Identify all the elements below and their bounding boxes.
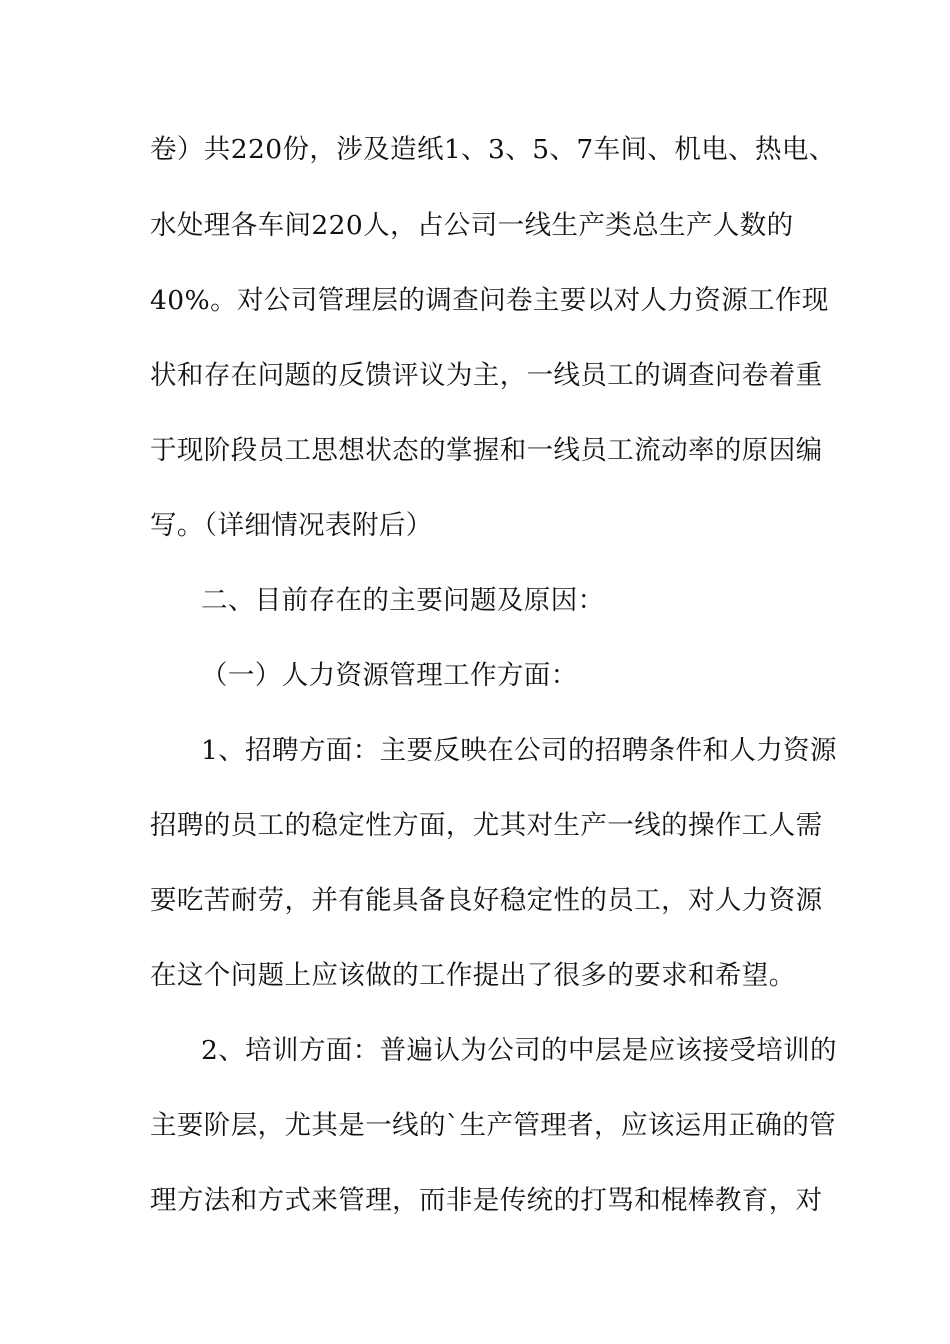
subsection-heading: （一）人力资源管理工作方面：: [201, 660, 578, 691]
paragraph-line: 卷）共220份，涉及造纸1、3、5、7车间、机电、热电、: [150, 134, 836, 165]
paragraph-line: 2、培训方面：普遍认为公司的中层是应该接受培训的: [201, 1035, 837, 1066]
paragraph-line: 40%。对公司管理层的调查问卷主要以对人力资源工作现: [150, 285, 829, 316]
paragraph-line: 招聘的员工的稳定性方面，尤其对生产一线的操作工人需: [150, 810, 823, 841]
paragraph-line: 写。（详细情况表附后）: [150, 510, 433, 541]
paragraph-line: 1、招聘方面：主要反映在公司的招聘条件和人力资源: [201, 735, 837, 766]
paragraph-line: 状和存在问题的反馈评议为主，一线员工的调查问卷着重: [150, 360, 823, 391]
paragraph-line: 主要阶层，尤其是一线的`生产管理者，应该运用正确的管: [150, 1110, 837, 1141]
paragraph-line: 理方法和方式来管理，而非是传统的打骂和棍棒教育，对: [150, 1185, 823, 1216]
section-heading: 二、目前存在的主要问题及原因：: [201, 585, 605, 616]
paragraph-line: 于现阶段员工思想状态的掌握和一线员工流动率的原因编: [150, 435, 823, 466]
paragraph-line: 水处理各车间220人，占公司一线生产类总生产人数的: [150, 210, 794, 241]
paragraph-line: 要吃苦耐劳，并有能具备良好稳定性的员工，对人力资源: [150, 885, 823, 916]
paragraph-line: 在这个问题上应该做的工作提出了很多的要求和希望。: [150, 960, 796, 991]
